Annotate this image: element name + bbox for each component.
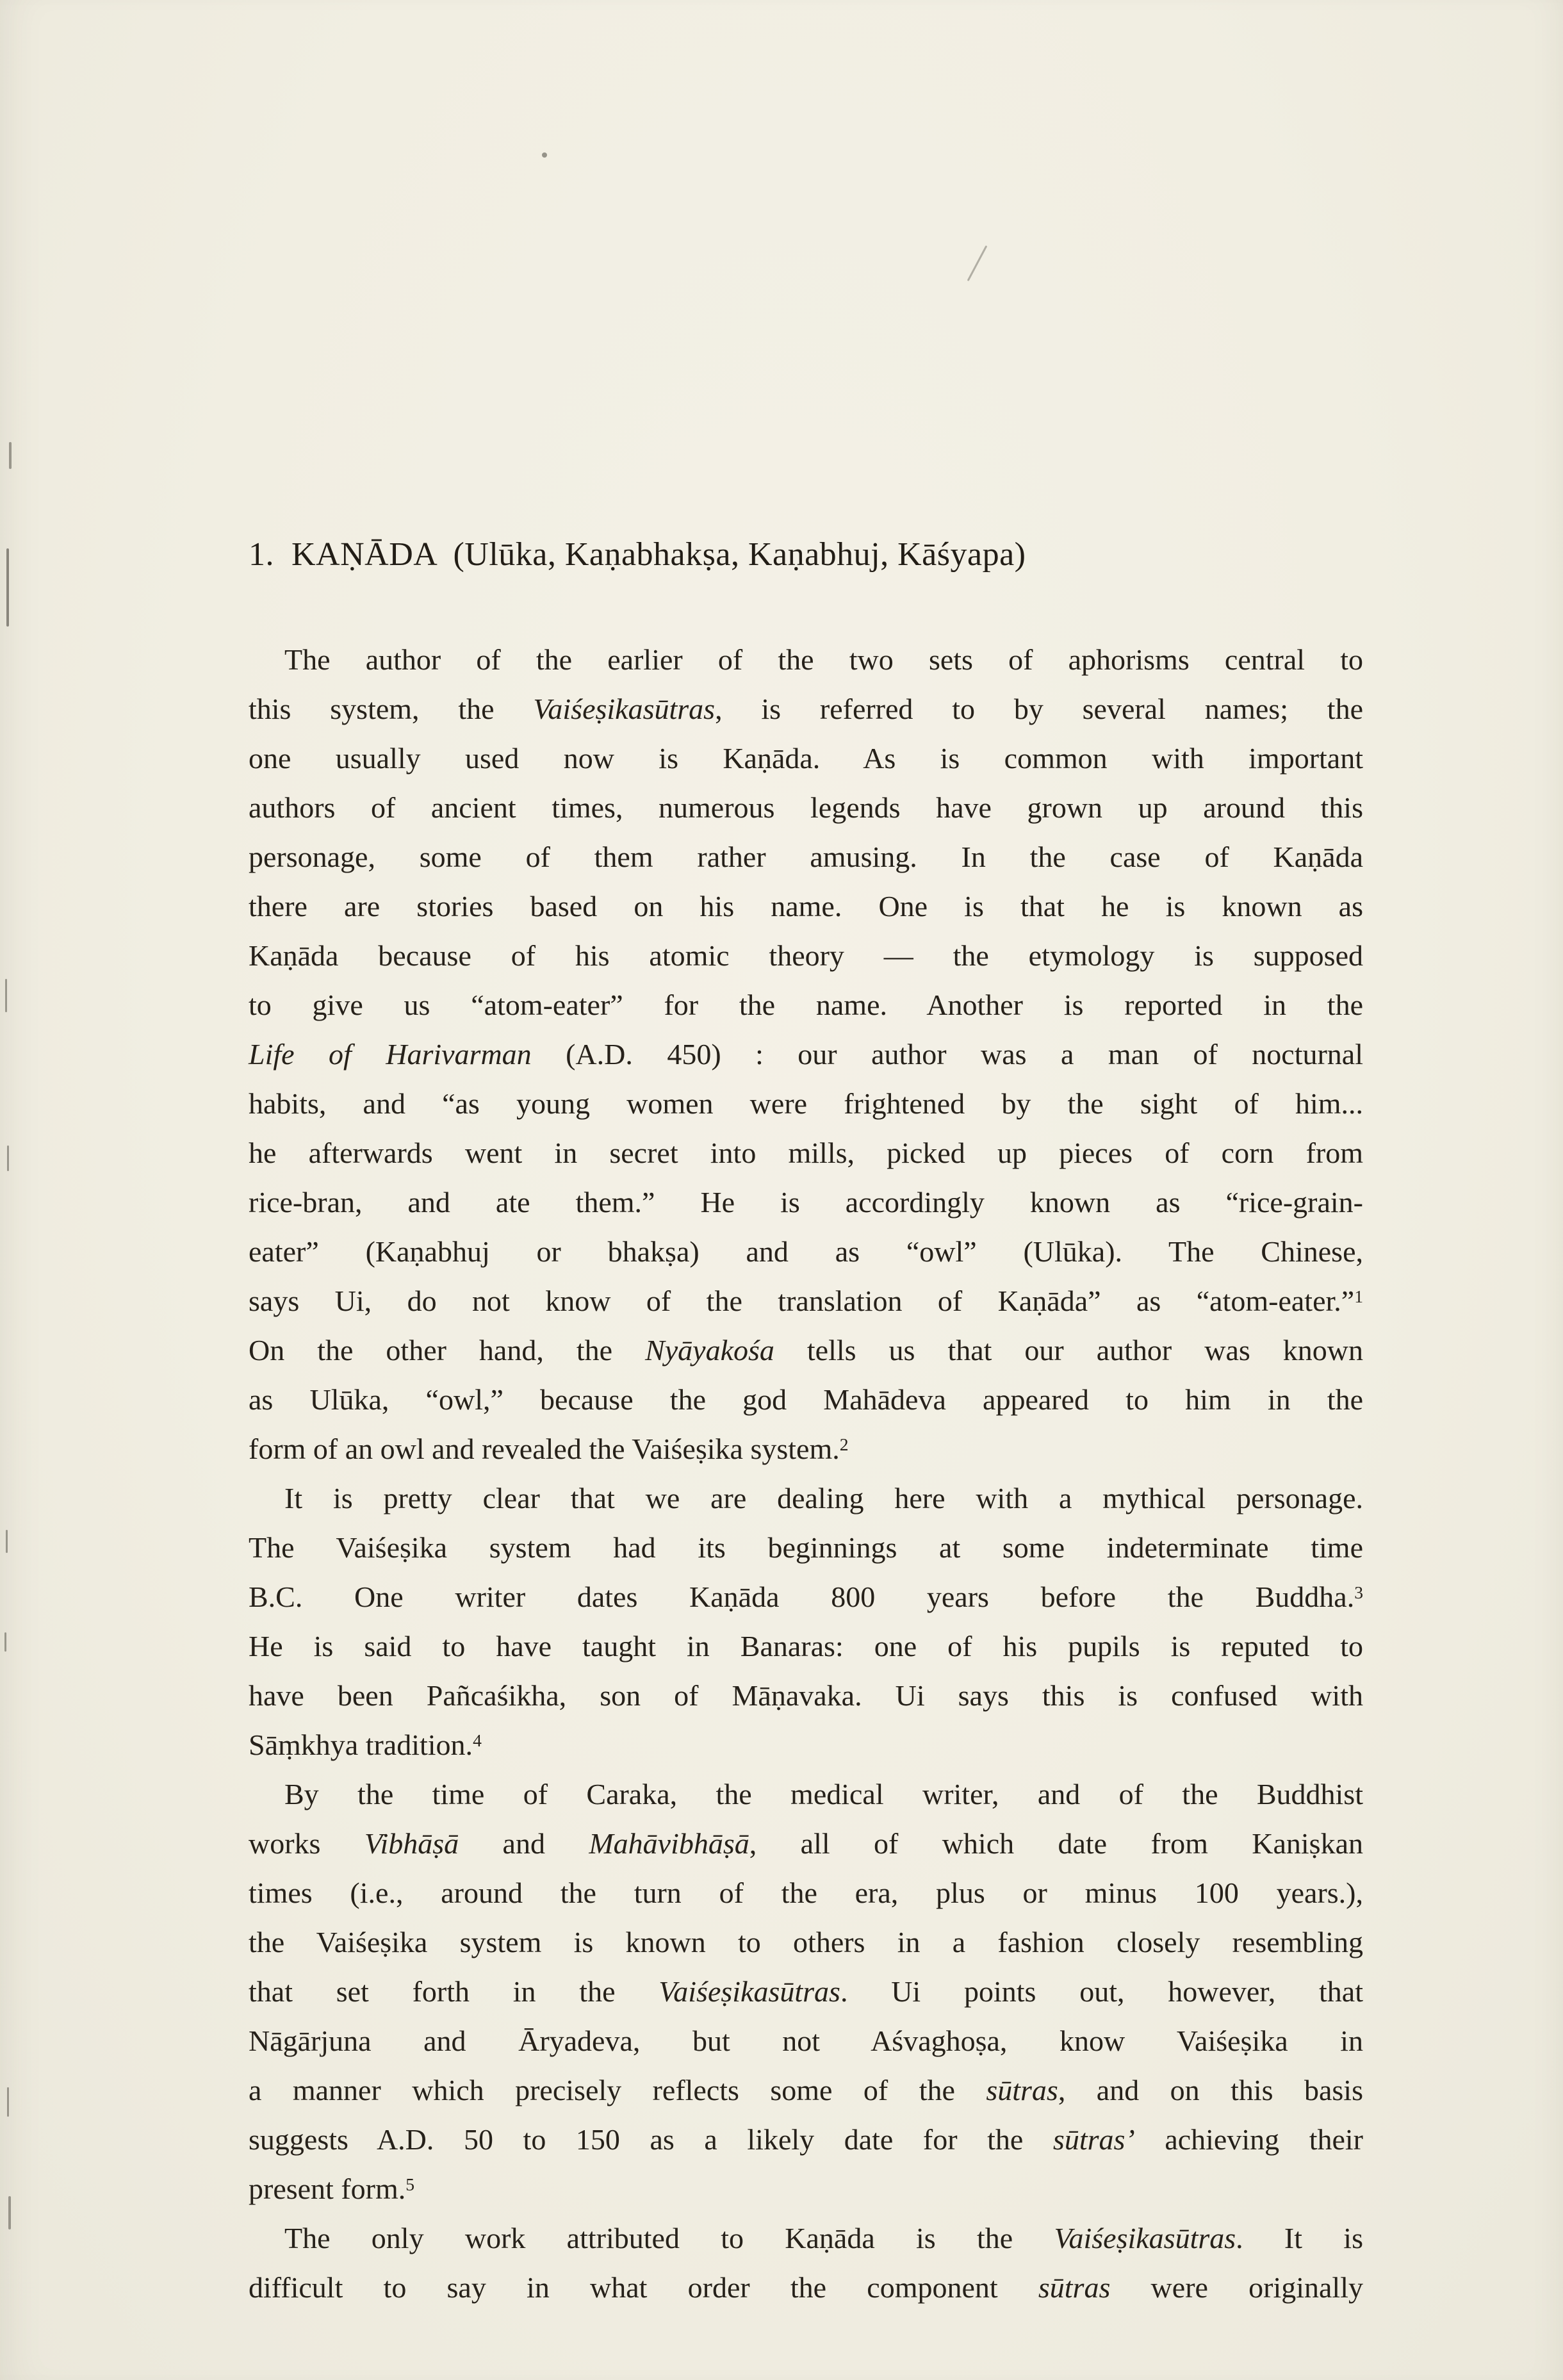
body-text-segment: The only work attributed to Kaṇāda is the — [284, 2222, 1054, 2254]
text-line — [249, 1128, 1363, 1178]
text-line — [249, 832, 1363, 882]
body-text-segment: , all of which date from Kaniṣkan — [749, 1827, 1363, 1860]
italic-text: sūtras — [986, 2074, 1058, 2106]
scan-artifact — [7, 2087, 9, 2117]
body-text-segment: authors of ancient times, numerous legends have grown up around this — [249, 791, 1363, 824]
body-text-segment: On the other hand, the — [249, 1334, 646, 1366]
footnote-marker: 2 — [839, 1434, 849, 1454]
text-line — [249, 1671, 1363, 1720]
text-line — [249, 1572, 1363, 1621]
text-line — [249, 2065, 1363, 2115]
body-text-segment: It is pretty clear that we are dealing here with a mythical personage. — [284, 1482, 1363, 1514]
scan-artifact — [7, 1145, 9, 1171]
scan-artifact — [542, 152, 547, 158]
body-text-segment: By the time of Caraka, the medical writer, and of the Buddhist — [284, 1778, 1363, 1810]
text-line — [249, 1079, 1363, 1128]
paragraph — [249, 1473, 1363, 1769]
body-text-segment: personage, some of them rather amusing. In the case of Kaṇāda — [249, 841, 1363, 873]
scan-artifact — [6, 548, 9, 627]
body-text-segment: he afterwards went in secret into mills, picked up pieces of corn from — [249, 1137, 1363, 1169]
text-line — [249, 1375, 1363, 1424]
body-text-segment: as Ulūka, “owl,” because the god Mahādeva appeared to him in the — [249, 1383, 1363, 1416]
italic-text: Vaiśeṣikasūtras — [659, 1975, 840, 2008]
text-line — [249, 1276, 1363, 1325]
text-line — [249, 2164, 1363, 2213]
italic-text: Vaiśeṣikasūtras — [533, 693, 716, 725]
paragraph — [249, 635, 1363, 1473]
footnote-marker: 5 — [405, 2174, 415, 2194]
text-line — [249, 980, 1363, 1030]
body-text-segment: He is said to have taught in Banaras: one of his pupils is reputed to — [249, 1630, 1363, 1662]
italic-text: sūtras’ — [1052, 2123, 1135, 2156]
body-text-segment: this system, the — [249, 693, 534, 725]
body-text-segment: there are stories based on his name. One is that he is known as — [249, 890, 1363, 923]
body-text-segment: , is referred to by several names; the — [715, 693, 1363, 725]
text-line — [249, 2213, 1363, 2263]
text-line — [249, 1769, 1363, 1819]
body-text-segment: Sāṃkhya tradition. — [249, 1728, 473, 1761]
text-line — [249, 2016, 1363, 2065]
text-line — [249, 1720, 1363, 1769]
scan-artifact — [6, 1530, 8, 1553]
body-text-segment: one usually used now is Kaṇāda. As is common with important — [249, 742, 1363, 775]
body-text-segment: the Vaiśeṣika system is known to others in a fashion closely resembling — [249, 1926, 1363, 1958]
italic-text: Vibhāṣā — [364, 1827, 459, 1860]
body-text-segment: . It is — [1236, 2222, 1363, 2254]
body-text-segment: achieving their — [1134, 2123, 1364, 2156]
scan-artifact — [8, 2196, 11, 2229]
text-line — [249, 734, 1363, 783]
body-text-segment: habits, and “as young women were frightened by the sight of him... — [249, 1087, 1363, 1120]
text-line — [249, 1621, 1363, 1671]
body-text-segment: works — [249, 1827, 364, 1860]
body-text-segment: says Ui, do not know of the translation of Kaṇāda” as “atom-eater.” — [249, 1284, 1355, 1317]
italic-text: Vaiśeṣikasūtras — [1054, 2222, 1236, 2254]
text-line — [249, 684, 1363, 734]
body-text-segment: present form. — [249, 2172, 406, 2205]
body-text-segment: The Vaiśeṣika system had its beginnings at some indeterminate time — [249, 1531, 1363, 1564]
body-text-segment: . Ui points out, however, that — [840, 1975, 1363, 2008]
italic-text: sūtras — [1038, 2271, 1111, 2304]
italic-text: Nyāyakośa — [645, 1334, 774, 1366]
text-line — [249, 1424, 1363, 1473]
scan-artifact — [5, 979, 7, 1012]
body-text-segment: and — [459, 1827, 589, 1860]
italic-text: Mahāvibhāṣā — [589, 1827, 749, 1860]
paragraph — [249, 1769, 1363, 2213]
body-text-segment: that set forth in the — [249, 1975, 659, 2008]
text-line — [249, 1030, 1363, 1079]
body-text-segment: rice-bran, and ate them.” He is accordingly known as “rice-grain- — [249, 1186, 1363, 1219]
footnote-marker: 4 — [473, 1730, 482, 1750]
body-text-segment: Kaṇāda because of his atomic theory — the etymology is supposed — [249, 939, 1363, 972]
text-line — [249, 2263, 1363, 2312]
body-text-segment: The author of the earlier of the two sets of aphorisms central to — [284, 643, 1363, 676]
text-line — [249, 882, 1363, 931]
text-line — [249, 1819, 1363, 1868]
text-line — [249, 1325, 1363, 1375]
italic-text: Life of Harivarman — [249, 1038, 532, 1071]
body-text-segment: form of an owl and revealed the Vaiśeṣika system. — [249, 1432, 840, 1465]
text-line — [249, 1917, 1363, 1967]
scan-artifact — [967, 245, 988, 281]
text-block — [249, 536, 1363, 2312]
footnote-marker: 3 — [1354, 1582, 1363, 1602]
text-line — [249, 1868, 1363, 1917]
text-line — [249, 635, 1363, 684]
body-text-segment: B.C. One writer dates Kaṇāda 800 years before the Buddha. — [249, 1580, 1355, 1613]
body-text-segment: (A.D. 450) : our author was a man of nocturnal — [531, 1038, 1363, 1071]
body-text-segment: a manner which precisely reflects some of the — [249, 2074, 986, 2106]
body-text-segment: , and on this basis — [1058, 2074, 1363, 2106]
text-line — [249, 931, 1363, 980]
body-text-segment: to give us “atom-eater” for the name. Another is reported in the — [249, 989, 1363, 1021]
text-line — [249, 1523, 1363, 1572]
text-line — [249, 1227, 1363, 1276]
text-line — [249, 1967, 1363, 2016]
body-text-segment: times (i.e., around the turn of the era, plus or minus 100 years.), — [249, 1876, 1363, 1909]
text-line — [249, 783, 1363, 832]
text-line — [249, 1178, 1363, 1227]
body-text-segment: Nāgārjuna and Āryadeva, but not Aśvaghoṣa, know Vaiśeṣika in — [249, 2024, 1363, 2057]
footnote-marker: 1 — [1354, 1286, 1363, 1306]
scan-artifact — [9, 442, 12, 469]
chapter-heading: 1. KAṆĀDA (Ulūka, Kaṇabhakṣa, Kaṇabhuj, Kāśyapa) — [249, 536, 1026, 573]
text-line — [249, 2115, 1363, 2164]
text-line — [249, 1473, 1363, 1523]
body-text-segment: tells us that our author was known — [774, 1334, 1364, 1366]
body-text-segment: eater” (Kaṇabhuj or bhakṣa) and as “owl” (Ulūka). The Chinese, — [249, 1235, 1363, 1268]
body-text-segment: suggests A.D. 50 to 150 as a likely date for the — [249, 2123, 1053, 2156]
scan-artifact — [4, 1632, 6, 1652]
body-text-segment: have been Pañcaśikha, son of Māṇavaka. Ui says this is confused with — [249, 1679, 1363, 1712]
body-text-segment: difficult to say in what order the component — [249, 2271, 1038, 2304]
body-text-segment: were originally — [1110, 2271, 1363, 2304]
body-text — [249, 635, 1363, 2312]
paragraph — [249, 2213, 1363, 2312]
